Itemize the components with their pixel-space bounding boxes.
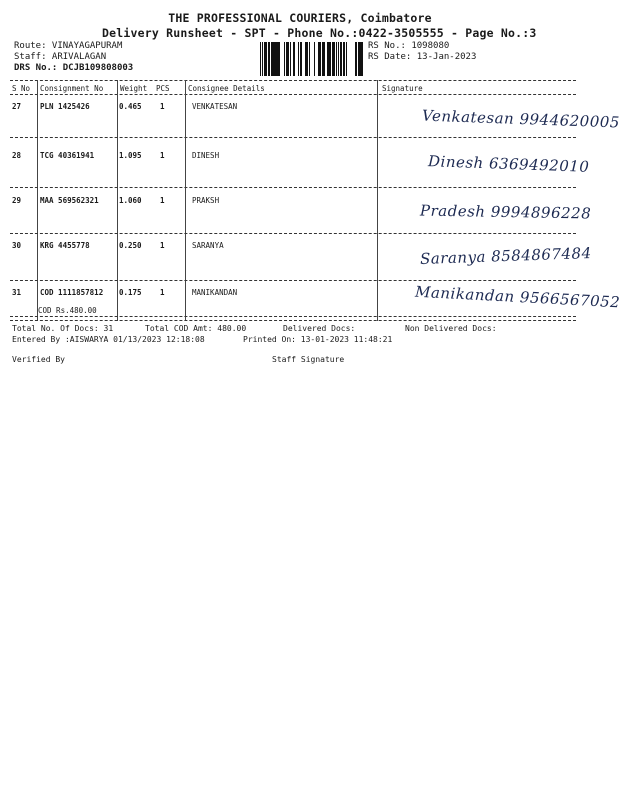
- row-weight: 0.175: [119, 288, 142, 297]
- drs-number: DRS No.: DCJB109808003: [14, 63, 134, 73]
- row-pcs: 1: [160, 151, 165, 160]
- table-bottom-rule: [10, 320, 576, 321]
- row-weight: 1.095: [119, 151, 142, 160]
- col-header-signature: Signature: [382, 84, 423, 93]
- table-top-rule: [10, 80, 576, 81]
- total-docs: Total No. Of Docs: 31: [12, 324, 114, 333]
- rs-number: RS No.: 1098080: [368, 41, 450, 51]
- row-consignee: PRAKSH: [192, 196, 220, 205]
- row-divider: [10, 316, 576, 317]
- col-header-consignee: Consignee Details: [188, 84, 265, 93]
- row-signature: Manikandan 9566567052: [414, 282, 621, 312]
- row-pcs: 1: [160, 102, 165, 111]
- row-sno: 28: [12, 151, 22, 160]
- row-signature: Dinesh 6369492010: [427, 152, 590, 176]
- row-weight: 0.465: [119, 102, 142, 111]
- row-signature: Saranya 8584867484: [419, 244, 592, 268]
- company-title: THE PROFESSIONAL COURIERS, Coimbatore: [168, 11, 432, 25]
- col-divider: [185, 80, 186, 321]
- barcode-icon: [260, 42, 362, 76]
- verified-by: Verified By: [12, 355, 65, 364]
- row-consignment: PLN 1425426: [40, 102, 90, 111]
- row-consignment: TCG 40361941: [40, 151, 95, 160]
- row-divider: [10, 187, 576, 188]
- printed-on: Printed On: 13-01-2023 11:48:21: [243, 335, 393, 344]
- row-pcs: 1: [160, 196, 165, 205]
- non-delivered-docs: Non Delivered Docs:: [405, 324, 497, 333]
- col-header-pcs: PCS: [156, 84, 170, 93]
- row-divider: [10, 280, 576, 281]
- row-sno: 29: [12, 196, 22, 205]
- col-divider: [117, 80, 118, 321]
- delivered-docs: Delivered Docs:: [283, 324, 356, 333]
- row-sno: 30: [12, 241, 22, 250]
- row-pcs: 1: [160, 288, 165, 297]
- row-consignment: KRG 4455778: [40, 241, 90, 250]
- route-label: Route: VINAYAGAPURAM: [14, 41, 123, 51]
- col-divider: [37, 80, 38, 321]
- col-header-consignment: Consignment No: [40, 84, 104, 93]
- row-pcs: 1: [160, 241, 165, 250]
- col-header-sno: S No: [12, 84, 31, 93]
- col-header-weight: Weight: [120, 84, 148, 93]
- staff-signature: Staff Signature: [272, 355, 345, 364]
- row-weight: 0.250: [119, 241, 142, 250]
- row-sno: 31: [12, 288, 22, 297]
- row-consignee: SARANYA: [192, 241, 224, 250]
- total-cod-amount: Total COD Amt: 480.00: [145, 324, 247, 333]
- row-consignment: MAA 569562321: [40, 196, 99, 205]
- row-signature: Venkatesan 9944620005: [421, 106, 621, 132]
- col-divider: [377, 80, 378, 321]
- table-header-rule: [10, 94, 576, 95]
- row-consignee: DINESH: [192, 151, 220, 160]
- runsheet-title: Delivery Runsheet - SPT - Phone No.:0422-3505555 - Page No.:3: [102, 26, 537, 40]
- row-consignee: MANIKANDAN: [192, 288, 238, 297]
- row-weight: 1.060: [119, 196, 142, 205]
- staff-label: Staff: ARIVALAGAN: [14, 52, 107, 62]
- row-signature: Pradesh 9994896228: [419, 201, 592, 223]
- row-divider: [10, 233, 576, 234]
- row-consignee: VENKATESAN: [192, 102, 238, 111]
- row-consignment: COD 1111857812: [40, 288, 104, 297]
- row-sno: 27: [12, 102, 22, 111]
- row-cod-note: COD Rs.480.00: [38, 306, 97, 315]
- row-divider: [10, 137, 576, 138]
- rs-date: RS Date: 13-Jan-2023: [368, 52, 477, 62]
- entered-by: Entered By :AISWARYA 01/13/2023 12:18:08: [12, 335, 205, 344]
